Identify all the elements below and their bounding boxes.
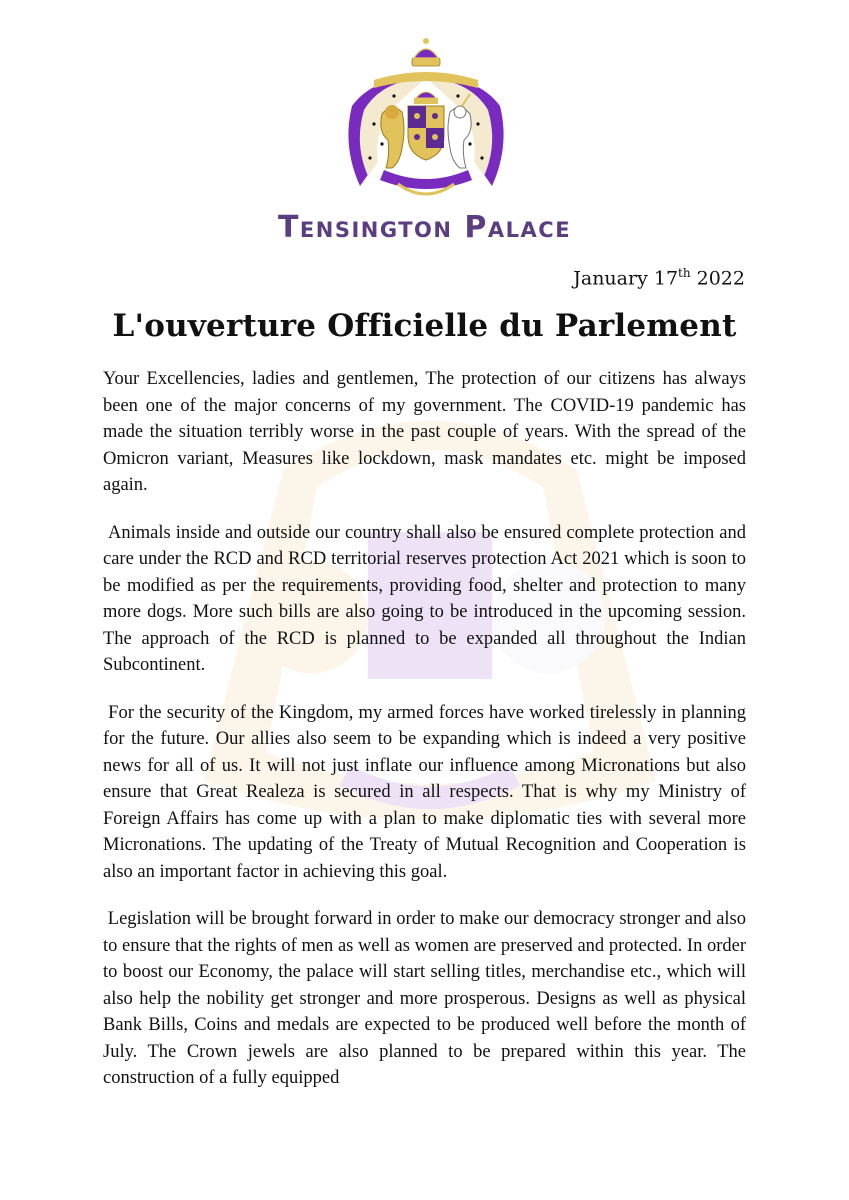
document-date [573,266,745,289]
paragraph-4: Legislation will be brought forward in order to make our democracy stronger and also to ensure that the rights of men as well as women are preserved and protected. In order to boost our Economy, the palace will start selling titles, merchandise etc., which will also help the nobility get stronger and more prosperous. Designs as well as physical Bank Bills, Coins and medals are expected to be produced well before the month of July. The Crown jewels are also planned to be prepared within this year. The construction of a fully equipped [103,909,751,1088]
date-year: 2022 [690,267,745,290]
palace-name: Tensington Palace [277,210,572,245]
date-month-day: January 17 [573,267,679,290]
speech-body [103,366,751,1113]
royal-coat-of-arms-icon [334,36,518,208]
paragraph-1: Your Excellencies, ladies and gentlemen, The protection of our citizens has always been one of the major concerns of my government. The COVID-19 pandemic has made the situation terribly worse in the past couple of years. With the spread of the Omicron variant, Measures like lockdown, mask mandates etc. might be imposed again. [103,369,746,495]
paragraph-3: For the security of the Kingdom, my armed forces have worked tirelessly in planning for the future. Our allies also seem to be expanding which is indeed a very positive news for all of us. It will not just inflate our influence among Micronations but also ensure that Great Realeza is secured in all respects. That is why my Ministry of Foreign Affairs has come up with a plan to make diplomatic ties with several more Micronations. The updating of the Treaty of Mutual Recognition and Cooperation is also an important factor in achieving this goal. [103,702,751,882]
date-ordinal-suffix: th [678,266,691,280]
page-title: L'ouverture Officielle du Parlement [112,308,737,344]
paragraph-2: Animals inside and outside our country shall also be ensured complete protection and care under the RCD and RCD territorial reserves protection Act 2021 which is soon to be modified as per the requirements, providing food, shelter and protection to many more dogs. More such bills are also going to be introduced in the upcoming session. The approach of the RCD is planned to be expanded all throughout the Indian Subcontinent. [103,522,751,675]
